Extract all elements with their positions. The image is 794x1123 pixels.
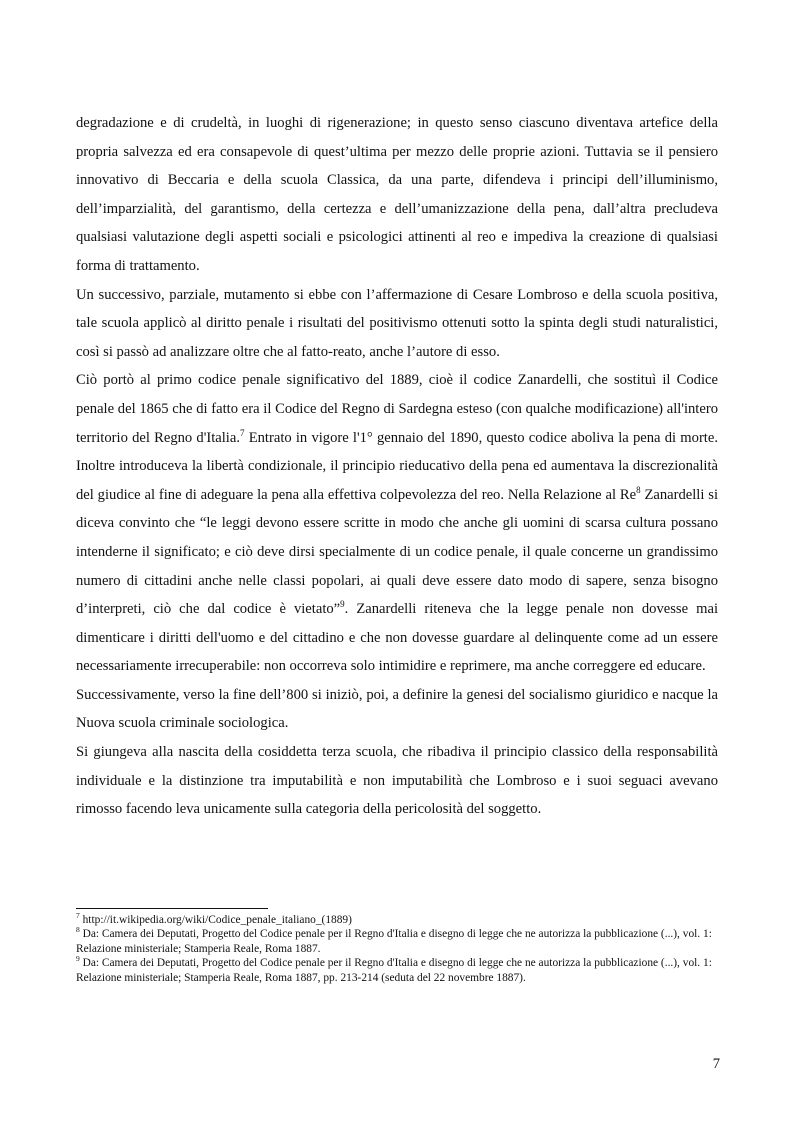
- footnote-separator: [76, 908, 268, 909]
- footnote-number: 9: [76, 954, 80, 964]
- paragraph-1: degradazione e di crudeltà, in luoghi di rigenerazione; in questo senso ciascuno diventava artefice della propria salvezza ed era consapevole di quest’ultima per mezzo delle proprie azioni. Tuttavia se il pensiero innovativo di Beccaria e della scuola Classica, da una parte, difendeva i principi dell’illuminismo, dell’imparzialità, del garantismo, della certezza e dell’umanizzazione della pena, dall’altra precludeva qualsiasi valutazione degli aspetti sociali e psicologici attinenti al reo e impediva la creazione di qualsiasi forma di trattamento.: [76, 115, 718, 274]
- paragraph-4: Successivamente, verso la fine dell’800 si iniziò, poi, a definire la genesi del socialismo giuridico e nacque la Nuova scuola criminale sociologica.: [76, 686, 718, 732]
- footnote-7: [76, 913, 718, 927]
- paragraph-3: [76, 366, 718, 681]
- footnote-text: http://it.wikipedia.org/wiki/Codice_penale_italiano_(1889): [79, 914, 352, 926]
- footnote-number: 8: [76, 925, 80, 935]
- footnote-ref-9[interactable]: 9: [340, 599, 345, 610]
- footnote-text: Da: Camera dei Deputati, Progetto del Codice penale per il Regno d'Italia e disegno di legge che ne autorizza la pubblicazione (...), vol. 1: Relazione ministeriale; Stamperia Reale, Roma 1887, pp. 213-214 (seduta del 22 novembre 1887).: [76, 957, 712, 984]
- body-text: [76, 109, 718, 824]
- paragraph-2: Un successivo, parziale, mutamento si ebbe con l’affermazione di Cesare Lombroso e della scuola positiva, tale scuola applicò al diritto penale i risultati del positivismo ottenuti sotto la spinta degli studi naturalistici, così si passò ad analizzare oltre che al fatto-reato, anche l’autore di esso.: [76, 286, 718, 360]
- paragraph-5: Si giungeva alla nascita della cosiddetta terza scuola, che ribadiva il principio classico della responsabilità individuale e la distinzione tra imputabilità e non imputabilità che Lombroso e i suoi seguaci avevano rimosso facendo leva unicamente sulla categoria della pericolosità del soggetto.: [76, 744, 718, 818]
- footnotes: [76, 913, 718, 985]
- footnote-number: 7: [76, 911, 80, 921]
- footnote-9: [76, 956, 718, 985]
- paragraph-3-part-4: . Zanardelli riteneva che la legge penale non dovesse mai dimenticare i diritti dell'uomo e del cittadino e che non dovesse guardare al delinquente come ad un essere necessariamente irrecuperabile: non occorreva solo intimidire e reprimere, ma anche correggere ed educare.: [76, 601, 719, 675]
- footnote-text: Da: Camera dei Deputati, Progetto del Codice penale per il Regno d'Italia e disegno di legge che ne autorizza la pubblicazione (...), vol. 1: Relazione ministeriale; Stamperia Reale, Roma 1887.: [76, 928, 712, 955]
- paragraph-3-part-2: Entrato in vigore l'1° gennaio del 1890, questo codice aboliva la pena di morte. Inoltre introduceva la libertà condizionale, il principio rieducativo della pena ed aumentava la discrezionalità del giudice al fine di adeguare la pena alla effettiva colpevolezza del reo. Nella Relazione al Re: [76, 429, 718, 503]
- footnote-ref-8[interactable]: 8: [636, 484, 641, 495]
- footnote-8: [76, 927, 718, 956]
- paragraph-3-part-3: Zanardelli si diceva convinto che “le leggi devono essere scritte in modo che anche gli uomini di scarsa cultura possano intenderne il significato; e ciò deve dirsi specialmente di un codice penale, il quale concerne un grandissimo numero di cittadini anche nelle classi popolari, ai quali deve essere dato modo di sapere, senza bisogno d’interpreti, ciò che dal codice è vietato”: [76, 486, 718, 618]
- paragraph-3-part-1: Ciò portò al primo codice penale significativo del 1889, cioè il codice Zanardelli, che sostituì il Codice penale del 1865 che di fatto era il Codice del Regno di Sardegna esteso (con qualche modificazione) all'intero territorio del Regno d'Italia.: [76, 372, 718, 446]
- footnote-ref-7[interactable]: 7: [240, 427, 245, 438]
- page-number: 7: [712, 1056, 720, 1072]
